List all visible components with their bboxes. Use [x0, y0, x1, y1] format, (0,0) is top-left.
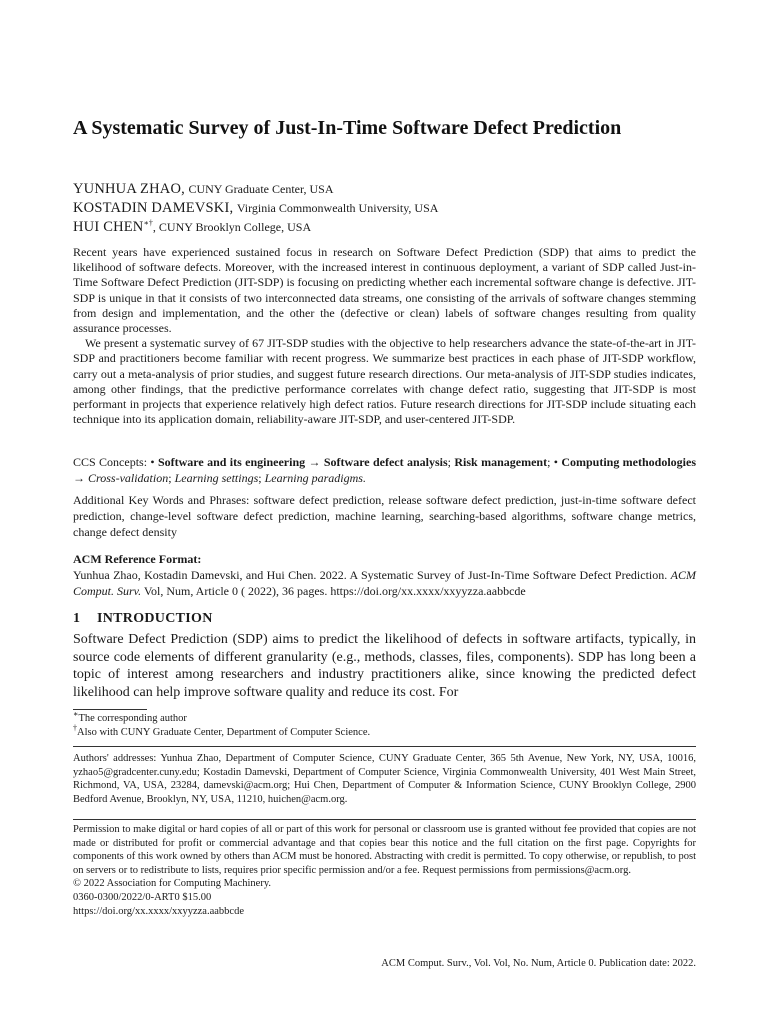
doi-line: https://doi.org/xx.xxxx/xxyyzza.aabbcde	[73, 905, 244, 917]
section-number: 1	[73, 611, 81, 626]
author-addresses: Authors' addresses: Yunhua Zhao, Department of Computer Science, CUNY Graduate Center, 365 5th Avenue, New York, NY, USA, 10016, yzhao5@gradcenter.cuny.edu; Kostadin Damevski, Department of Computer Science, Virginia Commonwealth University, 401 West Main Street, Richmond, VA, USA, 23284, damevski@acm.org; Hui Chen, Department of Computer & Information Science, CUNY Brooklyn College, 2900 Bedford Avenue, Brooklyn, NY, USA, 11210, huichen@acm.org.	[73, 753, 696, 805]
author-name: HUI CHEN	[73, 219, 144, 235]
reference-format	[73, 551, 696, 599]
ccs-concept: Learning paradigms.	[264, 471, 366, 485]
divider	[73, 819, 696, 820]
author-affiliation: Virginia Commonwealth University, USA	[236, 201, 439, 215]
author-entry	[73, 199, 696, 218]
ccs-concept: Software defect analysis	[323, 455, 448, 469]
reference-heading: ACM Reference Format:	[73, 552, 202, 566]
author-name: YUNHUA ZHAO,	[73, 181, 185, 197]
ccs-concept: Learning settings	[174, 471, 259, 485]
ccs-concept: Cross-validation	[88, 471, 169, 485]
footnote	[73, 709, 696, 725]
author-entry	[73, 218, 696, 237]
section-title: INTRODUCTION	[97, 611, 213, 626]
journal-name: ACM Comput. Surv.	[73, 568, 696, 598]
footnote-text: The corresponding author	[78, 713, 187, 724]
abstract-paragraph: We present a systematic survey of 67 JIT-SDP studies with the objective to help researchers advance the state-of-the-art in JIT-SDP and practitioners become familiar with recent progress. We summarize best practices in each phase of JIT-SDP workflow, carry out a meta-analysis of prior studies, and suggest future research directions. Our meta-analysis of JIT-SDP studies indicates, among other findings, that the predictive performance correlates with change defect ratio, suggesting that JIT-SDP is most performant in projects that experience relatively high defect ratios. Future research directions for JIT-SDP include situating each technique into its application domain, reliability-aware JIT-SDP, and user-centered JIT-SDP.	[73, 336, 696, 427]
ccs-concept: Computing methodologies	[561, 455, 697, 469]
ccs-concept: Risk management	[454, 455, 548, 469]
abstract-paragraph: Recent years have experienced sustained focus in research on Software Defect Prediction (SDP) that aims to predict the likelihood of software defects. Moreover, with the increased interest in continuous deployment, a variant of SDP called Just-in-Time Software Defect Prediction (JIT-SDP) is focusing on predicting whether each incremental software change is defective. JIT-SDP is unique in that it consists of two interconnected data streams, one consisting of the arrivals of software changes stemming from design and implementation, and the other the (defective or clean) labels of software changes resulting from quality assurance processes.	[73, 245, 696, 336]
intro-paragraph: Software Defect Prediction (SDP) aims to predict the likelihood of defects in software artifacts, typically, in source code elements of different granularity (e.g., methods, classes, files, components). SDP has long been a topic of interest among researchers and industry practitioners alike, since knowing the predicted defect likelihood can help improve software quality and reduce its cost. For	[73, 632, 696, 700]
paper-title: A Systematic Survey of Just-In-Time Software Defect Prediction	[73, 117, 622, 139]
issn-line: 0360-0300/2022/0-ART0 $15.00	[73, 891, 212, 903]
copyright-line: © 2022 Association for Computing Machinery.	[73, 878, 272, 890]
ccs-label: CCS Concepts: •	[73, 455, 155, 469]
ccs-concepts: CCS Concepts: • Software and its engineering → Software defect analysis; Risk management; • Computing methodologies → Cross-validation; Learning settings; Learning paradigms.	[73, 455, 697, 485]
ccs-concept: Software and its engineering	[157, 455, 306, 469]
author-name: KOSTADIN DAMEVSKI,	[73, 200, 234, 216]
footnote	[73, 723, 696, 739]
section-heading	[73, 611, 213, 627]
permission-text: Permission to make digital or hard copies of all or part of this work for personal or classroom use is granted without fee provided that copies are not made or distributed for profit or commercial advantage and that copies bear this notice and the full citation on the first page. Copyrights for components of this work owned by others than ACM must be honored. Abstracting with credit is permitted. To copy otherwise, or republish, to post on servers or to redistribute to lists, requires prior specific permission and/or a fee. Request permissions from permissions@acm.org.	[73, 824, 696, 876]
page-footer: ACM Comput. Surv., Vol. Vol, No. Num, Article 0. Publication date: 2022.	[381, 958, 696, 969]
author-affiliation: , CUNY Brooklyn College, USA	[152, 220, 312, 234]
footnote-mark: †	[73, 723, 77, 733]
footnote-mark: ∗	[73, 709, 79, 719]
reference-text: Yunhua Zhao, Kostadin Damevski, and Hui Chen. 2022. A Systematic Survey of Just-In-Time Software Defect Prediction. ACM Comput. Surv. Vol, Num, Article 0 ( 2022), 36 pages. https://doi.org/xx.xxxx/xxyyzza.aabbcde	[73, 568, 696, 598]
permission-notice	[73, 823, 696, 918]
abstract	[73, 245, 696, 427]
paper-page	[73, 0, 696, 1024]
author-list	[73, 180, 696, 237]
footnote-rule	[73, 709, 147, 710]
divider	[73, 746, 696, 747]
footnote-text: Also with CUNY Graduate Center, Department of Computer Science.	[77, 727, 371, 738]
author-footnote-marks: ∗†	[143, 218, 153, 228]
author-affiliation: CUNY Graduate Center, USA	[188, 182, 334, 196]
author-entry	[73, 180, 696, 199]
keywords: Additional Key Words and Phrases: software defect prediction, release software defect prediction, just-in-time software defect prediction, change-level software defect prediction, machine learning, searching-based algorithms, software change metrics, change defect density	[73, 493, 696, 539]
